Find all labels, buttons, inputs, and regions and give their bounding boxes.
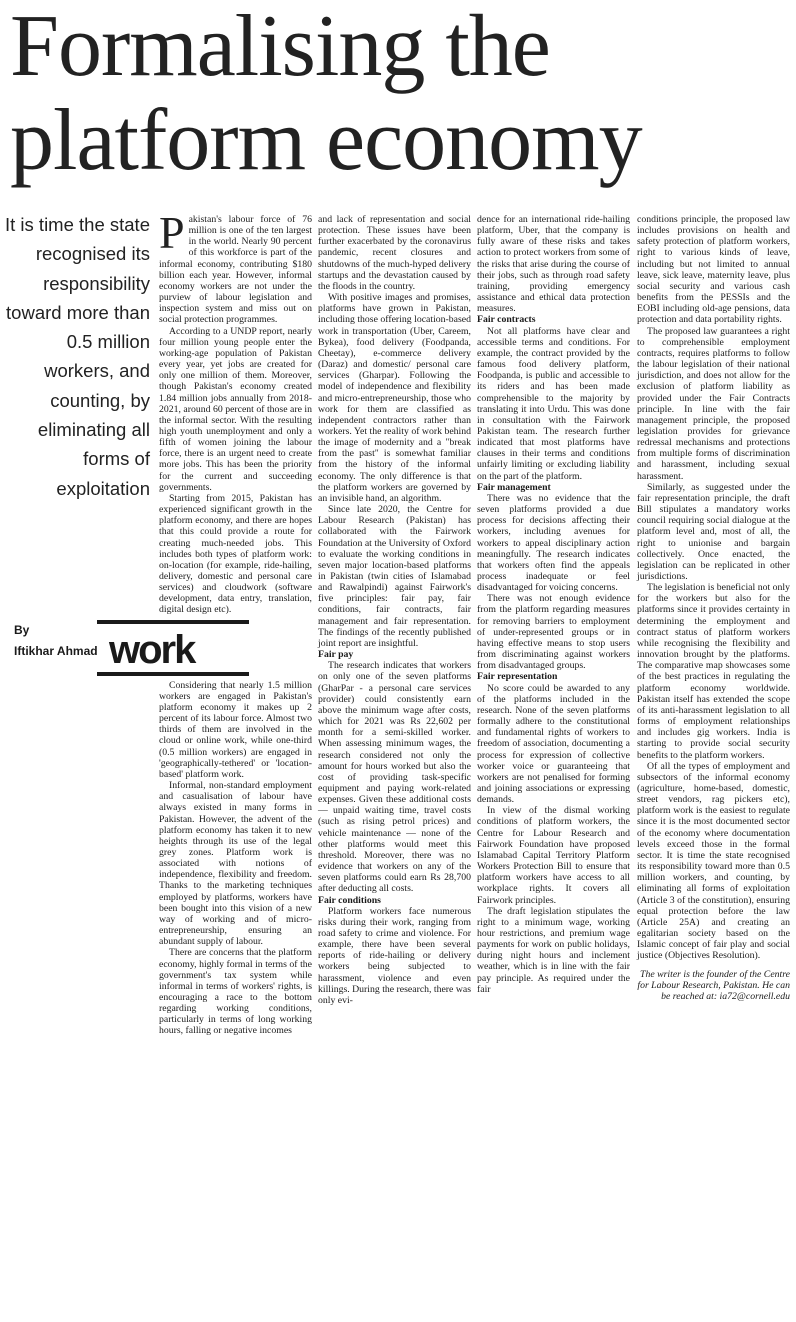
paragraph: Not all platforms have clear and accessible terms and conditions. For example, the contract provided by the famous food delivery platform, Foodpanda, is public and accessible to its riders and has been made comprehensible to the majority by translating it into Urdu. This was done in consultation with the Fairwork Pakistan team. The research further indicated that most platforms have clauses in their terms and conditions unfairly limiting or excluding liability on the part of the platform. <box>477 325 630 482</box>
byline-author: Iftikhar Ahmad <box>14 644 98 658</box>
paragraph-text: Considering that nearly 1.5 million workers are engaged in Pakistan's platform economy it makes up 2 percent of its labour force. Almost two thirds of them are involved in the cloud or online work, while one-third (0.5 million workers) are engaged in 'geographically-tethered' or 'location-based' platform work. <box>159 679 312 780</box>
byline-by: By <box>14 623 30 637</box>
author-note: The writer is the founder of the Centre for Labour Research, Pakistan. He can be reached at: ia72@cornell.edu <box>637 969 790 1003</box>
section-heading: Fair management <box>477 481 551 493</box>
paragraph: conditions principle, the proposed law includes provisions on health and safety protection of platform workers, right to various kinds of leave, including but not limited to annual leave, sick leave, maternity leave, plus social security and various cash benefits from the PESSIs and the EOBI including old-age pensions, data protection and data portability rights. <box>637 214 790 326</box>
article-column-3 <box>477 214 630 1314</box>
paragraph: Platform workers face numerous risks during their work, ranging from road safety to crime and violence. For example, there have been several reports of ride-hailing or delivery workers being subjected to harassment, violence and even killings. During the research, there was only evi- <box>318 905 471 1006</box>
article-column-2 <box>318 214 471 1314</box>
paragraph: and lack of representation and social protection. These issues have been further exacerbated by the coronavirus pandemic, recent closures and shutdowns of the much-hyped delivery startups and the devastation caused by the floods in the country. <box>318 214 471 292</box>
article-column-4 <box>637 214 790 1314</box>
paragraph: There was no evidence that the seven platforms provided a due process for decisions affecting their workers, including avenues for workers to appeal disciplinary action meaningfully. The research indicates that workers often find the appeals process inadequate or feel disadvantaged for voicing concerns. <box>477 492 630 594</box>
paragraph: There are concerns that the platform economy, highly formal in terms of the government's tax system while informal in terms of workers' rights, is encouraging a race to the bottom regarding working conditions, particularly in terms of long working hours, falling or negative incomes <box>159 947 312 1037</box>
paragraph: In view of the dismal working conditions of platform workers, the Centre for Labour Research and Fairwork Foundation have proposed Islamabad Capital Territory Platform Workers Protection Bill to ensure that platform workers have access to all workplace rights. It covers all Fairwork principles. <box>477 805 630 906</box>
paragraph: The research indicates that workers on only one of the seven platforms (GharPar - a personal care services provider) could consistently earn above the minimum wage after costs, which for 2021 was Rs 22,602 per month for a semi-skilled worker. When assessing minimum wages, the research considered not only the amount for hours worked but also the cost of providing task-specific equipment and paying work-related expenses. Given these additional costs — unpaid waiting time, travel costs (such as rising petrol prices) and vehicle maintenance — none of the other platforms would meet this threshold. Moreover, there was no evidence that workers on any of the seven platforms could earn Rs 28,700 after deducting all costs. <box>318 660 471 895</box>
dek: It is time the state recognised its responsibility toward more than 0.5 million workers, and counting, by eliminating all forms of exploitation <box>5 214 150 499</box>
section-heading: Fair pay <box>318 649 354 661</box>
section-heading: Fair representation <box>477 671 558 683</box>
paragraph: Starting from 2015, Pakistan has experienced significant growth in the platform economy, and there are hopes that this could provide a route for creating much-needed jobs. This includes both types of platform work: on-location (for example, ride-hailing, delivery, domestic and personal care services) and cloudwork (software development, data entry, translation, digital design etc). <box>159 492 312 616</box>
headline: Formalising the platform economy <box>10 0 642 189</box>
paragraph: There was not enough evidence from the platform regarding measures for removing barriers to employment of under-represented groups or in having effective means to stop users from discriminating against workers from disadvantaged groups. <box>477 593 630 672</box>
paragraph: The draft legislation stipulates the right to a minimum wage, working hour restrictions, and premium wage payments for work on public holidays, during night hours and inclement weather, which is in line with the fair pay principle. As required under the fair <box>477 905 630 995</box>
section-heading: Fair conditions <box>318 894 381 906</box>
rule <box>97 620 249 624</box>
paragraph: Of all the types of employment and subsectors of the informal economy (agriculture, home-based, domestic, street vendors, rag pickers etc), platform work is the easiest to regulate since it is the most documented sector of the economy where documentation levels exceed those in the formal sector. It is time the state recognised its responsibility toward more than 0.5 million workers, and counting, by eliminating all forms of exploitation (Article 3 of the constitution), ensuring equal protection before the law (Article 25A) and creating an egalitarian society based on the Islamic concept of fair play and social justice (Objectives Resolution). <box>637 760 790 962</box>
article-column-1 <box>109 207 312 1314</box>
drop-cap: P <box>159 207 185 258</box>
paragraph-text: akistan's labour force of 76 million is one of the ten largest in the world. Nearly 90 percent of this workforce is part of the informal economy, contributing $180 billion each year. However, informal economy workers are not under the purview of labour legislation and inspection system and miss out on social protection programmes. <box>159 214 312 326</box>
work-wordmark <box>97 620 249 678</box>
paragraph: Similarly, as suggested under the fair representation principle, the draft Bill stipulates a mandatory works council requiring social dialogue at the platform level and, most of all, the right to unionise and bargain collectively. Once enacted, the legislation can be replicated in other jurisdictions. <box>637 481 790 582</box>
paragraph: dence for an international ride-hailing platform, Uber, that the company is fully aware of these risks and takes action to protect workers from some of the risks that arise during the course of their jobs, such as through road safety training, providing emergency assistance and ethical data protection measures. <box>477 214 630 315</box>
paragraph: According to a UNDP report, nearly four million young people enter the working-age population of Pakistan every year, yet jobs are created for only one million of them. Moreover, though Pakistan's economy created 1.84 million jobs annually from 2018-2021, around 60 percent of those are in the informal sector. With the resulting high youth unemployment and only a fifth of women joining the labour force, there is an urgent need to create more jobs. This has been the priority for the current and succeeding governments. <box>159 325 312 493</box>
rule <box>97 672 249 676</box>
paragraph: Since late 2020, the Centre for Labour Research (Pakistan) has collaborated with the Fairwork Foundation at the University of Oxford to evaluate the working conditions in seven major location-based platforms in Pakistan (twin cities of Islamabad and Rawalpindi) against Fairwork's five principles: fair pay, fair conditions, fair contracts, fair management and fair representation. The findings of the recently published joint report are insightful. <box>318 504 471 649</box>
section-heading: Fair contracts <box>477 314 536 326</box>
paragraph <box>109 616 312 780</box>
paragraph: The legislation is beneficial not only for the workers but also for the platforms since it provides certainty in determining the employment and contract status of platform workers while recognising the flexibility and innovation brought by the platforms. The comparative map showcases some of the best practices in regulating the platform economy worldwide. Pakistan itself has extended the scope of its anti-harassment legislation to all forms of employment relationships and includes gig workers. India is starting to provide social security benefits to the platform workers. <box>637 582 790 761</box>
work-wordmark-text: work <box>109 627 195 672</box>
paragraph: No score could be awarded to any of the platforms included in the research. None of the seven platforms formally adhere to the constitutional and fundamental rights of workers to freedom of association, documenting a process for expression of collective worker voice or guaranteeing that workers are not penalised for forming and joining associations or expressing demands. <box>477 682 630 806</box>
paragraph: Informal, non-standard employment and casualisation of labour have always existed in many forms in Pakistan. However, the advent of the platform economy has taken it to new heights through its use of the legal grey zones. Platform work is associated with notions of independence, flexibility and freedom. Thanks to the marketing techniques employed by platforms, workers have been bought into this vision of a new way of working and of micro-entrepreneurship, ensuring an abundant supply of labour. <box>159 780 312 948</box>
paragraph: With positive images and promises, platforms have grown in Pakistan, including those offering location-based work in transportation (Uber, Careem, Bykea), food delivery (Foodpanda, Cheetay), e-commerce delivery (Daraz) and domestic/ personal care services (Gharpar). Following the model of independence and flexibility and micro-entrepreneurship, those who work for them are classified as independent contractors rather than workers. Yet the reality of work behind the image of modernity and a "break from the past" is somewhat familiar from the history of the informal economy. The only difference is that the platform workers are governed by an invisible hand, an algorithm. <box>318 292 471 504</box>
paragraph: The proposed law guarantees a right to comprehensible employment contracts, requires platforms to follow the labour legislation of their national jurisdiction, and does not allow for the exclusion of platform liability as provided under the Fair Contracts principle. In line with the fair management principle, the proposed legislation provides for grievance redressal mechanisms and protections from multiple forms of discrimination and harassment, including sexual harassment. <box>637 325 790 482</box>
paragraph <box>159 207 312 326</box>
